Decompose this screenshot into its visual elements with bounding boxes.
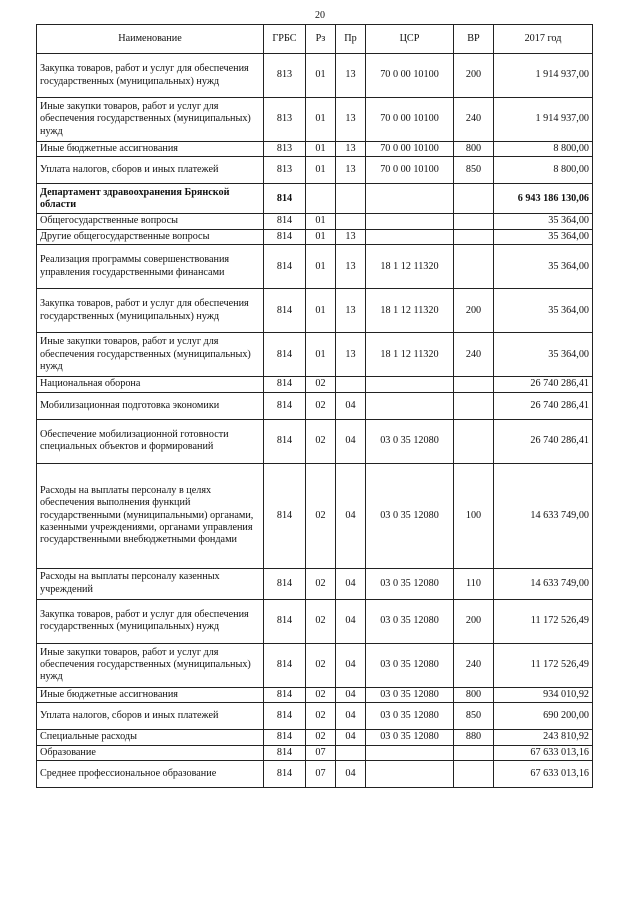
- cell-name: Специальные расходы: [37, 730, 264, 745]
- cell-vr: 100: [454, 463, 494, 568]
- cell-rz: 01: [306, 142, 336, 157]
- cell-name: Среднее профессиональное образование: [37, 761, 264, 788]
- cell-vr: 800: [454, 142, 494, 157]
- cell-name: Уплата налогов, сборов и иных платежей: [37, 157, 264, 184]
- cell-amount: 26 740 286,41: [494, 419, 593, 463]
- table-row: [37, 157, 593, 184]
- cell-amount: 6 943 186 130,06: [494, 184, 593, 214]
- cell-rz: 01: [306, 98, 336, 142]
- cell-vr: 850: [454, 703, 494, 730]
- cell-csr: 70 0 00 10100: [366, 54, 454, 98]
- cell-name: Мобилизационная подготовка экономики: [37, 392, 264, 419]
- cell-grbs: 814: [264, 599, 306, 643]
- cell-vr: [454, 419, 494, 463]
- cell-amount: 35 364,00: [494, 289, 593, 333]
- header-vr: ВР: [454, 25, 494, 54]
- cell-csr: 03 0 35 12080: [366, 643, 454, 687]
- header-rz: Рз: [306, 25, 336, 54]
- table-row: [37, 687, 593, 702]
- cell-name: Общегосударственные вопросы: [37, 214, 264, 229]
- table-row: [37, 54, 593, 98]
- cell-pr: 13: [336, 142, 366, 157]
- table-row: [37, 463, 593, 568]
- table-row: [37, 289, 593, 333]
- cell-csr: 70 0 00 10100: [366, 142, 454, 157]
- cell-vr: [454, 761, 494, 788]
- cell-csr: 70 0 00 10100: [366, 157, 454, 184]
- cell-rz: 02: [306, 392, 336, 419]
- cell-name: Расходы на выплаты персоналу казенных учреждений: [37, 568, 264, 599]
- table-row: [37, 333, 593, 377]
- cell-pr: 04: [336, 568, 366, 599]
- cell-name: Закупка товаров, работ и услуг для обеспечения государственных (муниципальных) нужд: [37, 289, 264, 333]
- cell-name: Обеспечение мобилизационной готовности специальных объектов и формирований: [37, 419, 264, 463]
- table-row: [37, 245, 593, 289]
- cell-grbs: 814: [264, 377, 306, 392]
- table-row: [37, 761, 593, 788]
- cell-grbs: 814: [264, 643, 306, 687]
- cell-rz: 02: [306, 419, 336, 463]
- cell-grbs: 813: [264, 142, 306, 157]
- cell-grbs: 813: [264, 157, 306, 184]
- header-pr: Пр: [336, 25, 366, 54]
- cell-grbs: 814: [264, 245, 306, 289]
- cell-grbs: 813: [264, 98, 306, 142]
- cell-amount: 11 172 526,49: [494, 599, 593, 643]
- cell-grbs: 813: [264, 54, 306, 98]
- cell-pr: 04: [336, 463, 366, 568]
- cell-amount: 14 633 749,00: [494, 463, 593, 568]
- cell-pr: 04: [336, 730, 366, 745]
- table-row: [37, 214, 593, 229]
- cell-name: Закупка товаров, работ и услуг для обеспечения государственных (муниципальных) нужд: [37, 599, 264, 643]
- cell-name: Закупка товаров, работ и услуг для обеспечения государственных (муниципальных) нужд: [37, 54, 264, 98]
- cell-grbs: 814: [264, 214, 306, 229]
- cell-csr: 18 1 12 11320: [366, 289, 454, 333]
- cell-vr: 800: [454, 687, 494, 702]
- cell-pr: 13: [336, 333, 366, 377]
- cell-amount: 35 364,00: [494, 333, 593, 377]
- cell-rz: 02: [306, 463, 336, 568]
- cell-vr: [454, 214, 494, 229]
- table-header-row: [37, 25, 593, 54]
- cell-csr: 03 0 35 12080: [366, 730, 454, 745]
- cell-grbs: 814: [264, 419, 306, 463]
- cell-grbs: 814: [264, 730, 306, 745]
- table-row: [37, 643, 593, 687]
- cell-grbs: 814: [264, 703, 306, 730]
- table-row: [37, 599, 593, 643]
- cell-pr: [336, 214, 366, 229]
- header-grbs: ГРБС: [264, 25, 306, 54]
- cell-rz: 07: [306, 761, 336, 788]
- cell-vr: 240: [454, 98, 494, 142]
- cell-amount: 243 810,92: [494, 730, 593, 745]
- cell-amount: 11 172 526,49: [494, 643, 593, 687]
- cell-amount: 35 364,00: [494, 229, 593, 244]
- cell-csr: [366, 745, 454, 760]
- header-name: Наименование: [37, 25, 264, 54]
- cell-name: Национальная оборона: [37, 377, 264, 392]
- cell-grbs: 814: [264, 289, 306, 333]
- cell-amount: 26 740 286,41: [494, 392, 593, 419]
- cell-name: Реализация программы совершенствования управления государственными финансами: [37, 245, 264, 289]
- cell-pr: 04: [336, 643, 366, 687]
- cell-amount: 8 800,00: [494, 157, 593, 184]
- cell-csr: [366, 377, 454, 392]
- cell-amount: 67 633 013,16: [494, 761, 593, 788]
- table-row: [37, 377, 593, 392]
- cell-name: Иные бюджетные ассигнования: [37, 687, 264, 702]
- cell-vr: [454, 245, 494, 289]
- cell-amount: 1 914 937,00: [494, 54, 593, 98]
- cell-vr: 110: [454, 568, 494, 599]
- cell-vr: 200: [454, 54, 494, 98]
- table-row: [37, 98, 593, 142]
- cell-name: Иные закупки товаров, работ и услуг для обеспечения государственных (муниципальных) нужд: [37, 643, 264, 687]
- cell-rz: 02: [306, 568, 336, 599]
- cell-amount: 26 740 286,41: [494, 377, 593, 392]
- cell-pr: 13: [336, 229, 366, 244]
- table-row: [37, 142, 593, 157]
- cell-rz: [306, 184, 336, 214]
- cell-name: Департамент здравоохранения Брянской области: [37, 184, 264, 214]
- table-row: [37, 568, 593, 599]
- cell-pr: [336, 184, 366, 214]
- table-row: [37, 392, 593, 419]
- cell-grbs: 814: [264, 184, 306, 214]
- cell-vr: [454, 377, 494, 392]
- table-row: [37, 419, 593, 463]
- cell-name: Иные закупки товаров, работ и услуг для обеспечения государственных (муниципальных) нужд: [37, 98, 264, 142]
- cell-grbs: 814: [264, 229, 306, 244]
- cell-vr: [454, 229, 494, 244]
- table-row: [37, 229, 593, 244]
- cell-pr: 04: [336, 392, 366, 419]
- cell-amount: 934 010,92: [494, 687, 593, 702]
- cell-rz: 01: [306, 245, 336, 289]
- cell-csr: 03 0 35 12080: [366, 599, 454, 643]
- cell-rz: 02: [306, 643, 336, 687]
- cell-csr: [366, 392, 454, 419]
- cell-amount: 35 364,00: [494, 245, 593, 289]
- budget-table: [36, 24, 593, 788]
- cell-amount: 8 800,00: [494, 142, 593, 157]
- table-row: [37, 703, 593, 730]
- cell-grbs: 814: [264, 745, 306, 760]
- cell-name: Другие общегосударственные вопросы: [37, 229, 264, 244]
- cell-pr: 04: [336, 761, 366, 788]
- cell-csr: [366, 214, 454, 229]
- header-amount: 2017 год: [494, 25, 593, 54]
- cell-pr: [336, 745, 366, 760]
- cell-grbs: 814: [264, 333, 306, 377]
- cell-csr: 03 0 35 12080: [366, 419, 454, 463]
- cell-vr: [454, 745, 494, 760]
- cell-pr: 04: [336, 419, 366, 463]
- cell-rz: 01: [306, 157, 336, 184]
- cell-vr: 240: [454, 643, 494, 687]
- cell-vr: [454, 184, 494, 214]
- cell-amount: 67 633 013,16: [494, 745, 593, 760]
- cell-name: Иные бюджетные ассигнования: [37, 142, 264, 157]
- cell-grbs: 814: [264, 392, 306, 419]
- cell-pr: 13: [336, 98, 366, 142]
- cell-vr: 880: [454, 730, 494, 745]
- cell-rz: 01: [306, 289, 336, 333]
- cell-amount: 1 914 937,00: [494, 98, 593, 142]
- header-csr: ЦСР: [366, 25, 454, 54]
- cell-rz: 01: [306, 229, 336, 244]
- cell-rz: 02: [306, 703, 336, 730]
- table-row: [37, 745, 593, 760]
- cell-vr: 850: [454, 157, 494, 184]
- cell-pr: 04: [336, 599, 366, 643]
- table-row: [37, 730, 593, 745]
- cell-csr: 03 0 35 12080: [366, 703, 454, 730]
- cell-name: Расходы на выплаты персоналу в целях обеспечения выполнения функций государственными (муниципальными) органами, казенными учреждениями, органами управления государственными внебюджетными фондами: [37, 463, 264, 568]
- cell-amount: 690 200,00: [494, 703, 593, 730]
- page-number: 20: [315, 10, 325, 21]
- cell-csr: [366, 761, 454, 788]
- cell-vr: 240: [454, 333, 494, 377]
- cell-pr: 13: [336, 245, 366, 289]
- cell-rz: 01: [306, 214, 336, 229]
- cell-name: Уплата налогов, сборов и иных платежей: [37, 703, 264, 730]
- cell-pr: 13: [336, 157, 366, 184]
- table-row: [37, 184, 593, 214]
- cell-pr: [336, 377, 366, 392]
- cell-csr: 03 0 35 12080: [366, 463, 454, 568]
- cell-csr: [366, 229, 454, 244]
- cell-rz: 02: [306, 730, 336, 745]
- cell-csr: 18 1 12 11320: [366, 333, 454, 377]
- cell-csr: 03 0 35 12080: [366, 687, 454, 702]
- cell-csr: 70 0 00 10100: [366, 98, 454, 142]
- cell-grbs: 814: [264, 568, 306, 599]
- cell-amount: 14 633 749,00: [494, 568, 593, 599]
- cell-vr: 200: [454, 289, 494, 333]
- cell-csr: 03 0 35 12080: [366, 568, 454, 599]
- cell-pr: 04: [336, 687, 366, 702]
- cell-csr: [366, 184, 454, 214]
- cell-grbs: 814: [264, 761, 306, 788]
- cell-rz: 02: [306, 687, 336, 702]
- cell-name: Образование: [37, 745, 264, 760]
- cell-grbs: 814: [264, 687, 306, 702]
- cell-vr: 200: [454, 599, 494, 643]
- cell-pr: 13: [336, 289, 366, 333]
- cell-grbs: 814: [264, 463, 306, 568]
- cell-pr: 13: [336, 54, 366, 98]
- cell-name: Иные закупки товаров, работ и услуг для обеспечения государственных (муниципальных) нужд: [37, 333, 264, 377]
- cell-rz: 07: [306, 745, 336, 760]
- cell-pr: 04: [336, 703, 366, 730]
- cell-csr: 18 1 12 11320: [366, 245, 454, 289]
- cell-rz: 02: [306, 599, 336, 643]
- cell-rz: 01: [306, 54, 336, 98]
- cell-amount: 35 364,00: [494, 214, 593, 229]
- cell-rz: 02: [306, 377, 336, 392]
- cell-rz: 01: [306, 333, 336, 377]
- cell-vr: [454, 392, 494, 419]
